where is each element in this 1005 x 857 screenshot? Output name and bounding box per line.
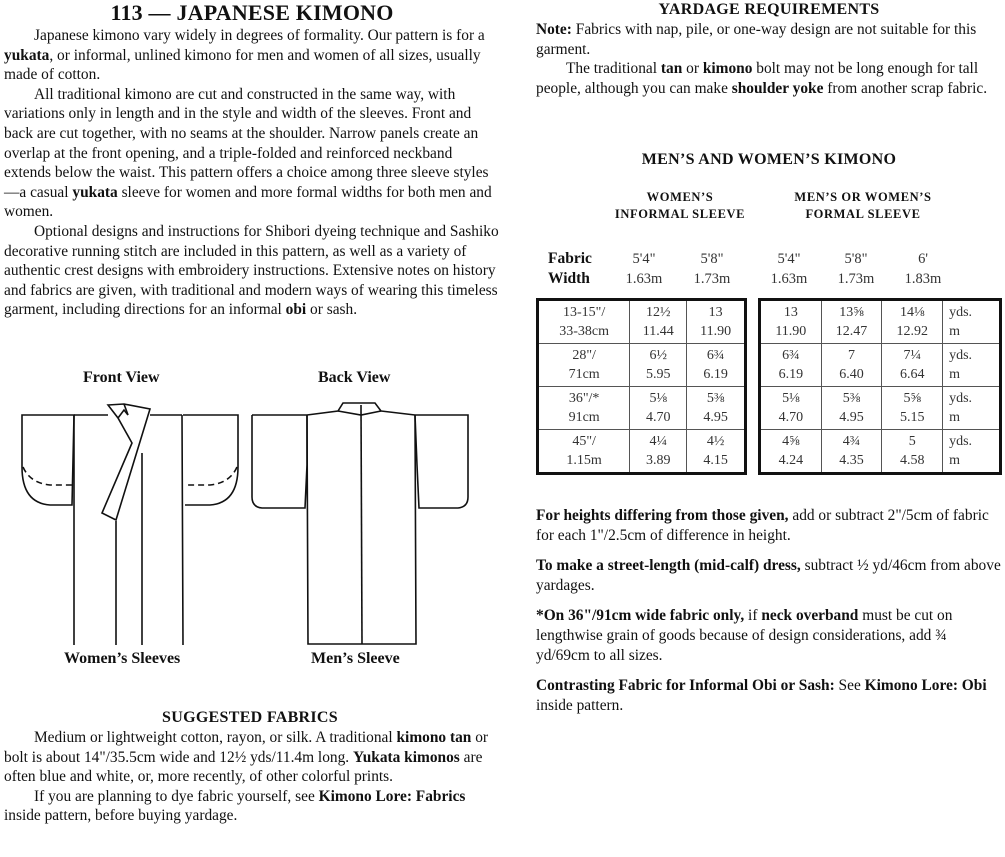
yardage-section	[536, 0, 1002, 98]
table-row	[760, 300, 1001, 344]
page-title: 113 — JAPANESE KIMONO	[110, 0, 394, 25]
front-view-kimono-illustration	[0, 365, 500, 645]
formal-yardage-table	[758, 298, 1002, 475]
table-cell: 7¼ 6.64	[882, 344, 943, 387]
table-cell: 4½ 4.15	[687, 430, 746, 474]
table-cell: 6¾ 6.19	[687, 344, 746, 387]
table-cell: 6¾ 6.19	[760, 344, 822, 387]
note-36-inch: *On 36"/91cm wide fabric only, if neck overband must be cut on lengthwise grain of goods because of design considerations, add ¾ yd/69cm to all sizes.	[536, 607, 953, 664]
height-header: 5'8" 1.73m	[837, 251, 875, 287]
suggested-fabrics-section	[4, 708, 496, 826]
intro-text	[4, 26, 500, 320]
note-heights: For heights differing from those given, add or subtract 2"/5cm of fabric for each 1"/2.5cm of difference in height.	[536, 507, 989, 544]
table-row	[538, 387, 746, 430]
note2-paragraph: The traditional tan or kimono bolt may not be long enough for tall people, although you can make shoulder yoke from another scrap fabric.	[536, 60, 988, 97]
table-cell: 6½ 5.95	[630, 344, 687, 387]
table-cell: 5⅛ 4.70	[760, 387, 822, 430]
table-cell: 5⅝ 5.15	[882, 387, 943, 430]
yardage-heading: YARDAGE REQUIREMENTS	[658, 1, 880, 18]
table-cell: 5 4.58	[882, 430, 943, 474]
back-view-label: Back View	[318, 369, 391, 386]
table-cell: 5⅜ 4.95	[821, 387, 882, 430]
height-header: 5'4" 1.63m	[770, 251, 808, 287]
fabrics-paragraph: Medium or lightweight cotton, rayon, or silk. A traditional kimono tan or bolt is about 14"/35.5cm wide and 12½ yds/11.4m long. Yukata kimonos are often blue and white, or, more recently, of other colorful prints.	[4, 729, 489, 786]
table-cell: 5⅜ 4.95	[687, 387, 746, 430]
table-cell: 28"/ 71cm	[538, 344, 630, 387]
table-row	[760, 344, 1001, 387]
table-row	[760, 387, 1001, 430]
kimono-drawings	[0, 365, 500, 685]
table-cell: 7 6.40	[821, 344, 882, 387]
table-row	[538, 430, 746, 474]
table-row	[760, 430, 1001, 474]
table-cell: 5⅛ 4.70	[630, 387, 687, 430]
yardage-notes	[536, 506, 1002, 726]
intro-paragraph: Japanese kimono vary widely in degrees of formality. Our pattern is for a yukata, or informal, unlined kimono for men and women of all sizes, usually made of cotton.	[4, 27, 485, 84]
informal-yardage-table	[536, 298, 747, 475]
informal-sleeve-group-header: WOMEN’S INFORMAL SLEEVE	[614, 190, 746, 221]
back-caption: Men’s Sleeve	[311, 650, 400, 667]
formal-sleeve-group-header: MEN’S OR WOMEN’S FORMAL SLEEVE	[794, 190, 932, 221]
intro-paragraph: All traditional kimono are cut and constructed in the same way, with variations only in length and in the style and width of the sleeves. Front and back are cut together, with no seams at the shoulder. Narrow panels create an overlap at the front opening, and a triple-folded and reinforced neckband extends below the waist. This pattern offers a choice among three sleeve styles—a casual yukata sleeve for women and more formal widths for both men and women.	[4, 85, 492, 221]
table-cell: 4⅝ 4.24	[760, 430, 822, 474]
table-cell: 13⅝ 12.47	[821, 300, 882, 344]
height-header: 5'8" 1.73m	[693, 251, 731, 287]
height-header: 5'4" 1.63m	[625, 251, 663, 287]
table-cell: yds. m	[943, 430, 1001, 474]
table-cell: 12½ 11.44	[630, 300, 687, 344]
table-cell: 13 11.90	[687, 300, 746, 344]
table-cell: 45"/ 1.15m	[538, 430, 630, 474]
table-cell: 14⅛ 12.92	[882, 300, 943, 344]
table-row	[538, 344, 746, 387]
front-view-label: Front View	[83, 369, 160, 386]
table-cell: 36"/* 91cm	[538, 387, 630, 430]
yardage-table-heading: MEN’S AND WOMEN’S KIMONO	[641, 151, 897, 168]
table-cell: yds. m	[943, 300, 1001, 344]
table-cell: 4¾ 4.35	[821, 430, 882, 474]
fabrics-paragraph: If you are planning to dye fabric yourself, see Kimono Lore: Fabrics inside pattern, before buying yardage.	[4, 787, 466, 825]
note-contrasting-obi: Contrasting Fabric for Informal Obi or Sash: See Kimono Lore: Obi inside pattern.	[536, 677, 987, 714]
table-cell: yds. m	[943, 344, 1001, 387]
table-cell: yds. m	[943, 387, 1001, 430]
note-paragraph: Note: Fabrics with nap, pile, or one-way design are not suitable for this garment.	[536, 21, 977, 58]
table-cell: 13 11.90	[760, 300, 822, 344]
fabric-width-label: Fabric Width	[548, 250, 592, 287]
table-cell: 4¼ 3.89	[630, 430, 687, 474]
suggested-fabrics-heading: SUGGESTED FABRICS	[162, 709, 338, 726]
note-street-length: To make a street-length (mid-calf) dress, subtract ½ yd/46cm from above yardages.	[536, 557, 1001, 594]
intro-paragraph: Optional designs and instructions for Shibori dyeing technique and Sashiko decorative running stitch are included in this pattern, as well as a variety of authentic crest designs with embroidery instructions. Extensive notes on history and fabrics are given, with traditional and modern ways of wearing this timeless garment, including directions for an informal obi or sash.	[4, 222, 499, 319]
left-column	[4, 0, 500, 320]
table-row	[538, 300, 746, 344]
front-caption: Women’s Sleeves	[64, 650, 181, 667]
height-header: 6' 1.83m	[904, 251, 942, 287]
table-cell: 13-15"/ 33-38cm	[538, 300, 630, 344]
